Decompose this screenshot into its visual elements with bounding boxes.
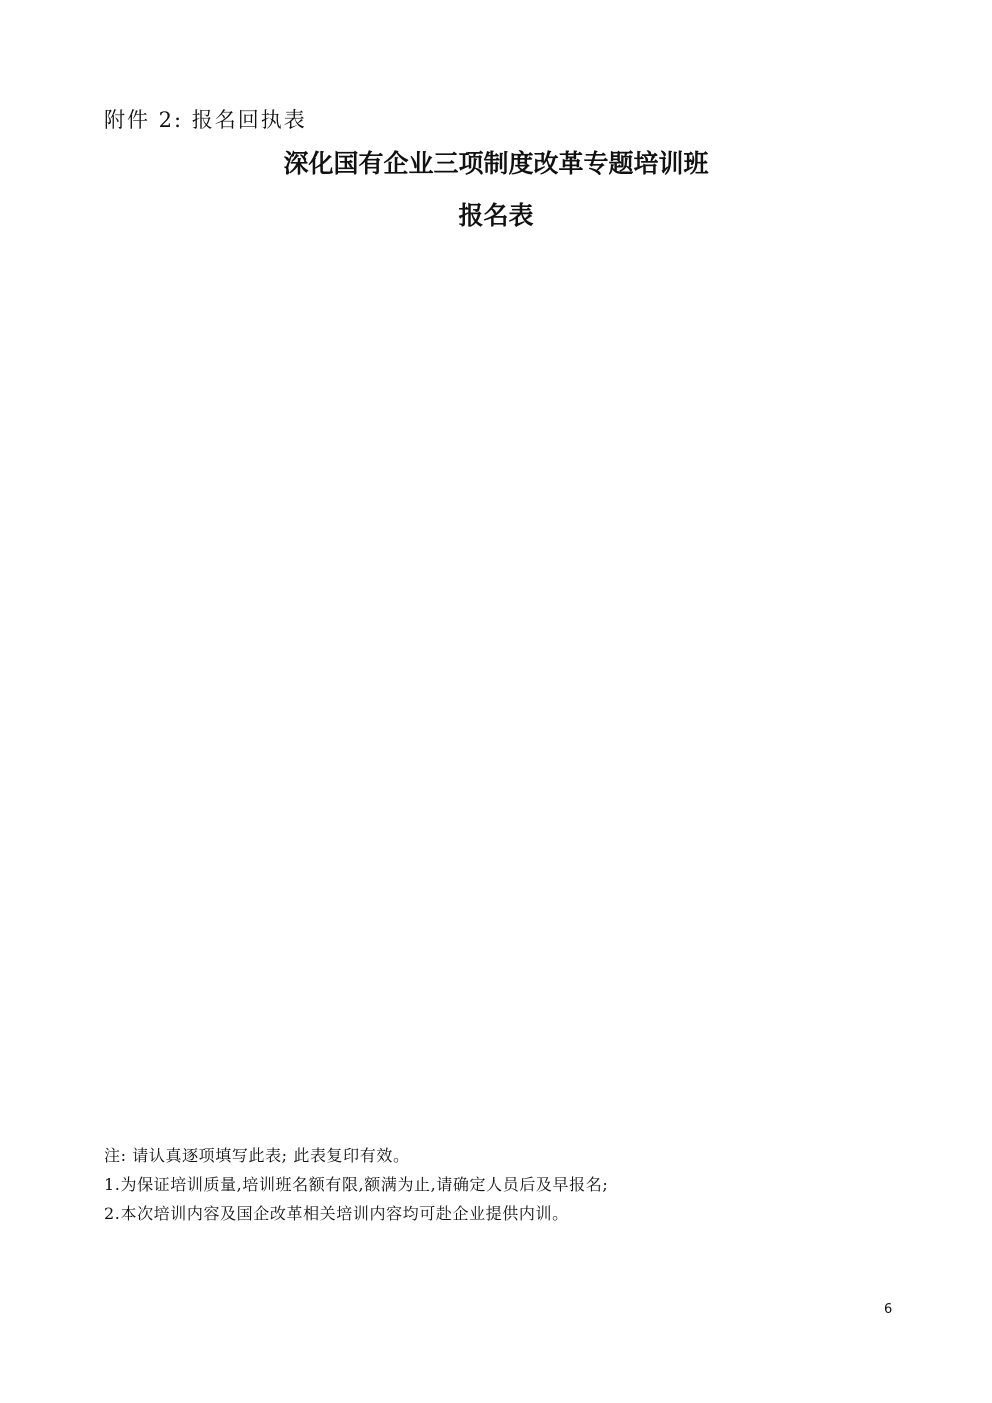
notes [104, 1141, 608, 1228]
note-line-1: 注: 请认真逐项填写此表; 此表复印有效。 [104, 1146, 410, 1165]
form-title: 深化国有企业三项制度改革专题培训班 [283, 149, 709, 178]
note-line-2: 1.为保证培训质量,培训班名额有限,额满为止,请确定人员后及早报名; [104, 1175, 609, 1194]
note-line-3: 2.本次培训内容及国企改革相关培训内容均可赴企业提供内训。 [104, 1204, 569, 1223]
page-number: 6 [884, 1302, 893, 1317]
attachment-label: 附件 2: 报名回执表 [104, 108, 307, 132]
form-subtitle: 报名表 [458, 201, 534, 230]
